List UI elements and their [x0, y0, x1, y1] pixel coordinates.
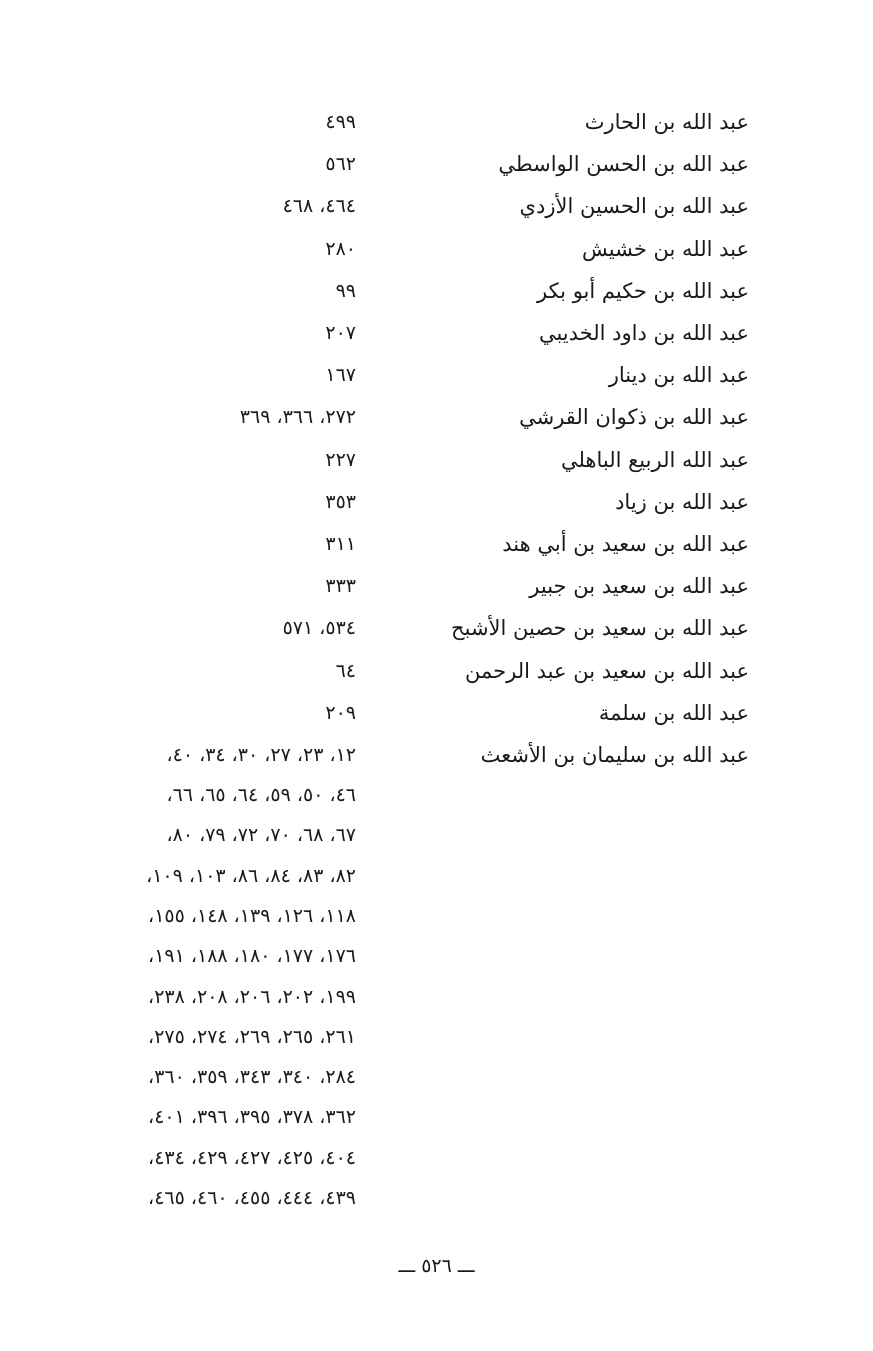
- index-entry-pages: ٤٦٤، ٤٦٨: [282, 195, 356, 217]
- index-entry-pages: ٤٩٩: [325, 111, 356, 133]
- index-entry-pages: ٢٠٩: [325, 702, 356, 724]
- index-entry-name: عبد الله بن سليمان بن الأشعث: [480, 743, 749, 767]
- index-pages-continuation-line: ٢٦١، ٢٦٥، ٢٦٩، ٢٧٤، ٢٧٥،: [148, 1026, 356, 1048]
- index-entry-pages: ٥٣٤، ٥٧١: [282, 617, 356, 639]
- index-entry-name: عبد الله بن سعيد بن حصين الأشبح: [451, 616, 749, 640]
- index-pages-continuation-line: ١١٨، ١٢٦، ١٣٩، ١٤٨، ١٥٥،: [148, 905, 356, 927]
- index-entry-pages: ٢٢٧: [325, 449, 356, 471]
- index-entry-name: عبد الله بن الحسين الأزدي: [519, 194, 749, 218]
- index-pages-continuation-line: ٨٢، ٨٣، ٨٤، ٨٦، ١٠٣، ١٠٩،: [146, 865, 356, 887]
- index-pages-continuation-line: ٤٠٤، ٤٢٥، ٤٢٧، ٤٢٩، ٤٣٤،: [148, 1147, 356, 1169]
- index-entry-name: عبد الله بن سعيد بن أبي هند: [502, 532, 749, 556]
- index-entry-name: عبد الله بن الحارث: [584, 110, 749, 134]
- index-entry-pages: ٩٩: [335, 280, 356, 302]
- index-entry-pages: ٣١١: [325, 533, 356, 555]
- index-entry-name: عبد الله بن داود الخديبي: [538, 321, 749, 345]
- index-entry-name: عبد الله بن سعيد بن عبد الرحمن: [465, 659, 749, 683]
- index-pages-continuation-line: ١٧٦، ١٧٧، ١٨٠، ١٨٨، ١٩١،: [148, 945, 356, 967]
- index-entry-pages: ٢٠٧: [325, 322, 356, 344]
- index-entry-name: عبد الله بن خشيش: [581, 237, 749, 261]
- index-entry-name: عبد الله بن دينار: [608, 363, 749, 387]
- index-entry-pages: ٣٣٣: [325, 575, 356, 597]
- index-entry-name: عبد الله الربيع الباهلي: [560, 448, 749, 472]
- index-entry-name: عبد الله بن ذكوان القرشي: [519, 405, 749, 429]
- index-entry-name: عبد الله بن حكيم أبو بكر: [537, 279, 749, 303]
- index-pages-continuation-line: ٦٧، ٦٨، ٧٠، ٧٢، ٧٩، ٨٠،: [166, 824, 356, 846]
- page-number-footer: ـــ ٥٢٦ ـــ: [398, 1255, 475, 1277]
- index-pages-continuation-line: ٤٣٩، ٤٤٤، ٤٥٥، ٤٦٠، ٤٦٥،: [148, 1187, 356, 1209]
- index-entry-name: عبد الله بن سعيد بن جبير: [529, 574, 749, 598]
- index-entry-pages: ٦٤: [335, 660, 356, 682]
- index-pages-continuation-line: ٤٦، ٥٠، ٥٩، ٦٤، ٦٥، ٦٦،: [166, 784, 356, 806]
- index-entry-pages: ٥٦٢: [325, 153, 356, 175]
- index-entry-name: عبد الله بن زياد: [615, 490, 749, 514]
- index-pages-continuation-line: ١٩٩، ٢٠٢، ٢٠٦، ٢٠٨، ٢٣٨،: [148, 986, 356, 1008]
- index-entry-pages: ٢٧٢، ٣٦٦، ٣٦٩: [239, 406, 356, 428]
- index-entry-pages: ١٦٧: [325, 364, 356, 386]
- index-pages-continuation-line: ٢٨٤، ٣٤٠، ٣٤٣، ٣٥٩، ٣٦٠،: [148, 1066, 356, 1088]
- index-entry-name: عبد الله بن سلمة: [598, 701, 749, 725]
- index-entry-pages: ٣٥٣: [325, 491, 356, 513]
- index-entry-pages: ١٢، ٢٣، ٢٧، ٣٠، ٣٤، ٤٠،: [166, 744, 356, 766]
- index-entry-name: عبد الله بن الحسن الواسطي: [498, 152, 749, 176]
- index-pages-continuation-line: ٣٦٢، ٣٧٨، ٣٩٥، ٣٩٦، ٤٠١،: [148, 1106, 356, 1128]
- index-entry-pages: ٢٨٠: [325, 238, 356, 260]
